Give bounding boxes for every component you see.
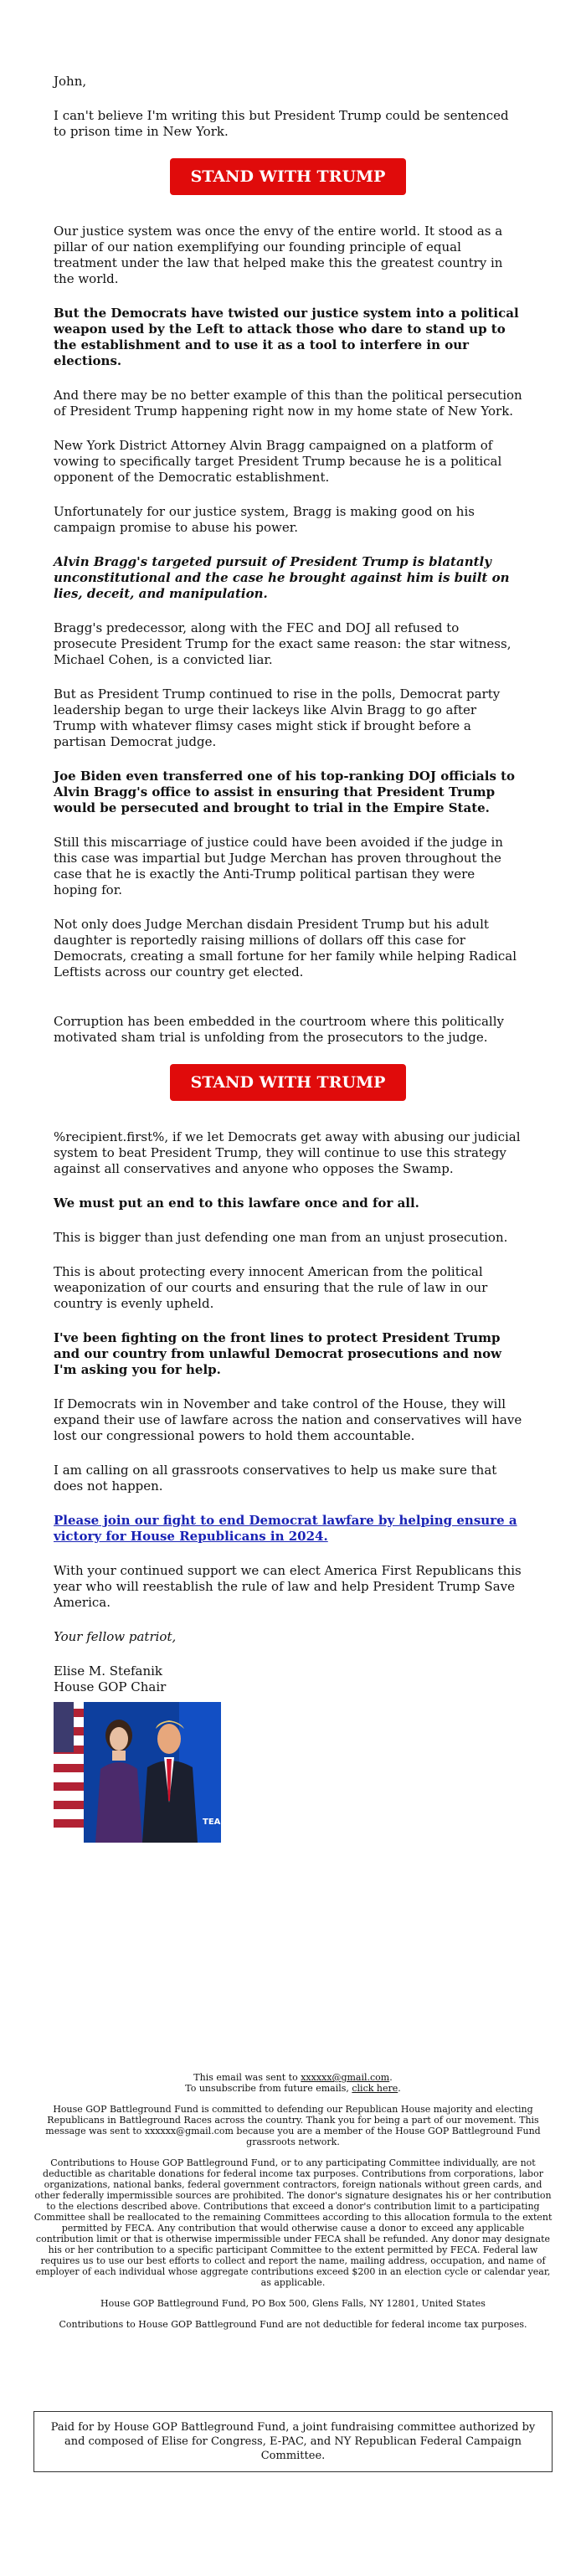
backdrop-text: TEAM (203, 1818, 229, 1827)
mailing-address: House GOP Battleground Fund, PO Box 500, Glens Falls, NY 12801, United States (100, 2298, 486, 2309)
paragraph: Still this miscarriage of justice could have been avoided if the judge in this case was impartial but Judge Merchan has proven throughout the case that he is exactly the Anti-Trump political partisan they were hoping for. (54, 835, 503, 897)
paragraph-intro: I can't believe I'm writing this but President Trump could be sentenced to prison time in New York. (54, 108, 509, 139)
donate-link-paragraph (54, 1513, 522, 1545)
signer-title: House GOP Chair (54, 1679, 167, 1694)
closing: Your fellow patriot, (54, 1629, 177, 1644)
paragraph: And there may be no better example of this than the political persecution of President Trump happening right now in my home state of New York. (54, 388, 522, 419)
recipient-email-link[interactable]: xxxxxx@gmail.com (301, 2072, 390, 2083)
paragraph: Not only does Judge Merchan disdain President Trump but his adult daughter is reportedly raising millions of dollars off this case for Democrats, creating a small fortune for her family while helping Radical Leftists across our country get elected. (54, 917, 517, 979)
signer-name: Elise M. Stefanik (54, 1663, 163, 1679)
stand-with-trump-button-top[interactable]: STAND WITH TRUMP (170, 158, 406, 195)
paragraph-bold: We must put an end to this lawfare once and for all. (54, 1195, 419, 1211)
paragraph: Bragg's predecessor, along with the FEC and DOJ all refused to prosecute President Trump for the exact same reason: the star witness, Michael Cohen, is a convicted liar. (54, 620, 511, 667)
stand-with-trump-button-bottom[interactable]: STAND WITH TRUMP (170, 1064, 406, 1101)
paragraph: Corruption has been embedded in the courtroom where this politically motivated sham trial is unfolding from the prosecutors to the judge. (54, 1014, 504, 1045)
paragraph: New York District Attorney Alvin Bragg campaigned on a platform of vowing to specifically target President Trump because he is a political opponent of the Democratic establishment. (54, 438, 502, 485)
paragraph: Unfortunately for our justice system, Bragg is making good on his campaign promise to abuse his power. (54, 504, 475, 535)
unsubscribe-link[interactable]: click here (352, 2083, 398, 2094)
paragraph-bold: I've been fighting on the front lines to protect President Trump and our country from unlawful Democrat prosecutions and now I'm asking you for help. (54, 1330, 502, 1377)
greeting: John, (54, 74, 87, 89)
paragraph: %recipient.first%, if we let Democrats get away with abusing our judicial system to beat President Trump, they will continue to use this strategy against all conservatives and anyone who opposes the Swamp. (54, 1129, 521, 1176)
sent-to-line: This email was sent to xxxxxx@gmail.com. To unsubscribe from future emails, click here. (185, 2072, 401, 2094)
mission-statement: House GOP Battleground Fund is committed to defending our Republican House majority and electing Republicans in Battleground Races across the country. Thank you for being a part of our movement. This message was sent to xxxxxx@gmail.com because you are a member of the House GOP Battleground Fund grassroots network. (45, 2104, 541, 2147)
paragraph: This is about protecting every innocent American from the political weaponization of our courts and ensuring that the rule of law in our country is evenly upheld. (54, 1264, 488, 1311)
paragraph: This is bigger than just defending one man from an unjust prosecution. (54, 1230, 508, 1245)
contribution-disclaimer: Contributions to House GOP Battleground Fund, or to any participating Committee individually, are not deductible as charitable donations for federal income tax purposes. Contributions from corporations, labor organizations, national banks, federal government contractors, foreign nationals without green cards, and other federally impermissible sources are prohibited. The donor's signature designates his or her contribution to the elections described above. Contributions that exceed a donor's contribution limit to a participating Committee shall be reallocated to the remaining Committees according to this allocation formula to the extent permitted by FECA. Any contribution that would otherwise cause a donor to exceed any applicable contribution limit or that is otherwise impermissible under FECA shall be refunded. Any donor may designate his or her contribution to a specific participant Committee to the extent permitted by FECA. Federal law requires us to use our best efforts to collect and report the name, mailing address, occupation, and name of employer of each individual whose aggregate contributions exceed $200 in an election cycle or calendar year, as applicable. (33, 2157, 553, 2288)
paid-for-disclaimer: Paid for by House GOP Battleground Fund, a joint fundraising committee authorized by and composed of Elise for Congress, E-PAC, and NY Republican Federal Campaign Committee. (33, 2411, 553, 2472)
signer-photo (54, 1702, 229, 1843)
paragraph: If Democrats win in November and take control of the House, they will expand their use of lawfare across the nation and conservatives will have lost our congressional powers to hold them accountable. (54, 1396, 522, 1443)
paragraph: Our justice system was once the envy of the entire world. It stood as a pillar of our nation exemplifying our founding principle of equal treatment under the law that helped make this the greatest country in the world. (54, 224, 503, 286)
paragraph: I am calling on all grassroots conservatives to help us make sure that does not happen. (54, 1463, 497, 1494)
email-body (54, 74, 522, 1843)
photo-illustration (54, 1702, 229, 1843)
paragraph: With your continued support we can elect America First Republicans this year who will reestablish the rule of law and help President Trump Save America. (54, 1563, 522, 1610)
email-footer (33, 2072, 553, 2340)
tax-note: Contributions to House GOP Battleground Fund are not deductible for federal income tax purposes. (59, 2319, 527, 2330)
paragraph: But as President Trump continued to rise in the polls, Democrat party leadership began to urge their lackeys like Alvin Bragg to go after Trump with whatever flimsy cases might stick if brought before a partisan Democrat judge. (54, 686, 501, 749)
donate-link[interactable]: Please join our fight to end Democrat lawfare by helping ensure a victory for House Republicans in 2024. (54, 1513, 517, 1544)
paragraph-bold: Joe Biden even transferred one of his top-ranking DOJ officials to Alvin Bragg's office to assist in ensuring that President Trump would be persecuted and brought to trial in the Empire State. (54, 769, 516, 815)
paragraph-bold: But the Democrats have twisted our justice system into a political weapon used by the Left to attack those who dare to stand up to the establishment and to use it as a tool to interfere in our elections. (54, 306, 519, 368)
signature-block (54, 1663, 522, 1695)
paragraph-bold-italic: Alvin Bragg's targeted pursuit of President Trump is blatantly unconstitutional and the case he brought against him is built on lies, deceit, and manipulation. (54, 554, 510, 601)
